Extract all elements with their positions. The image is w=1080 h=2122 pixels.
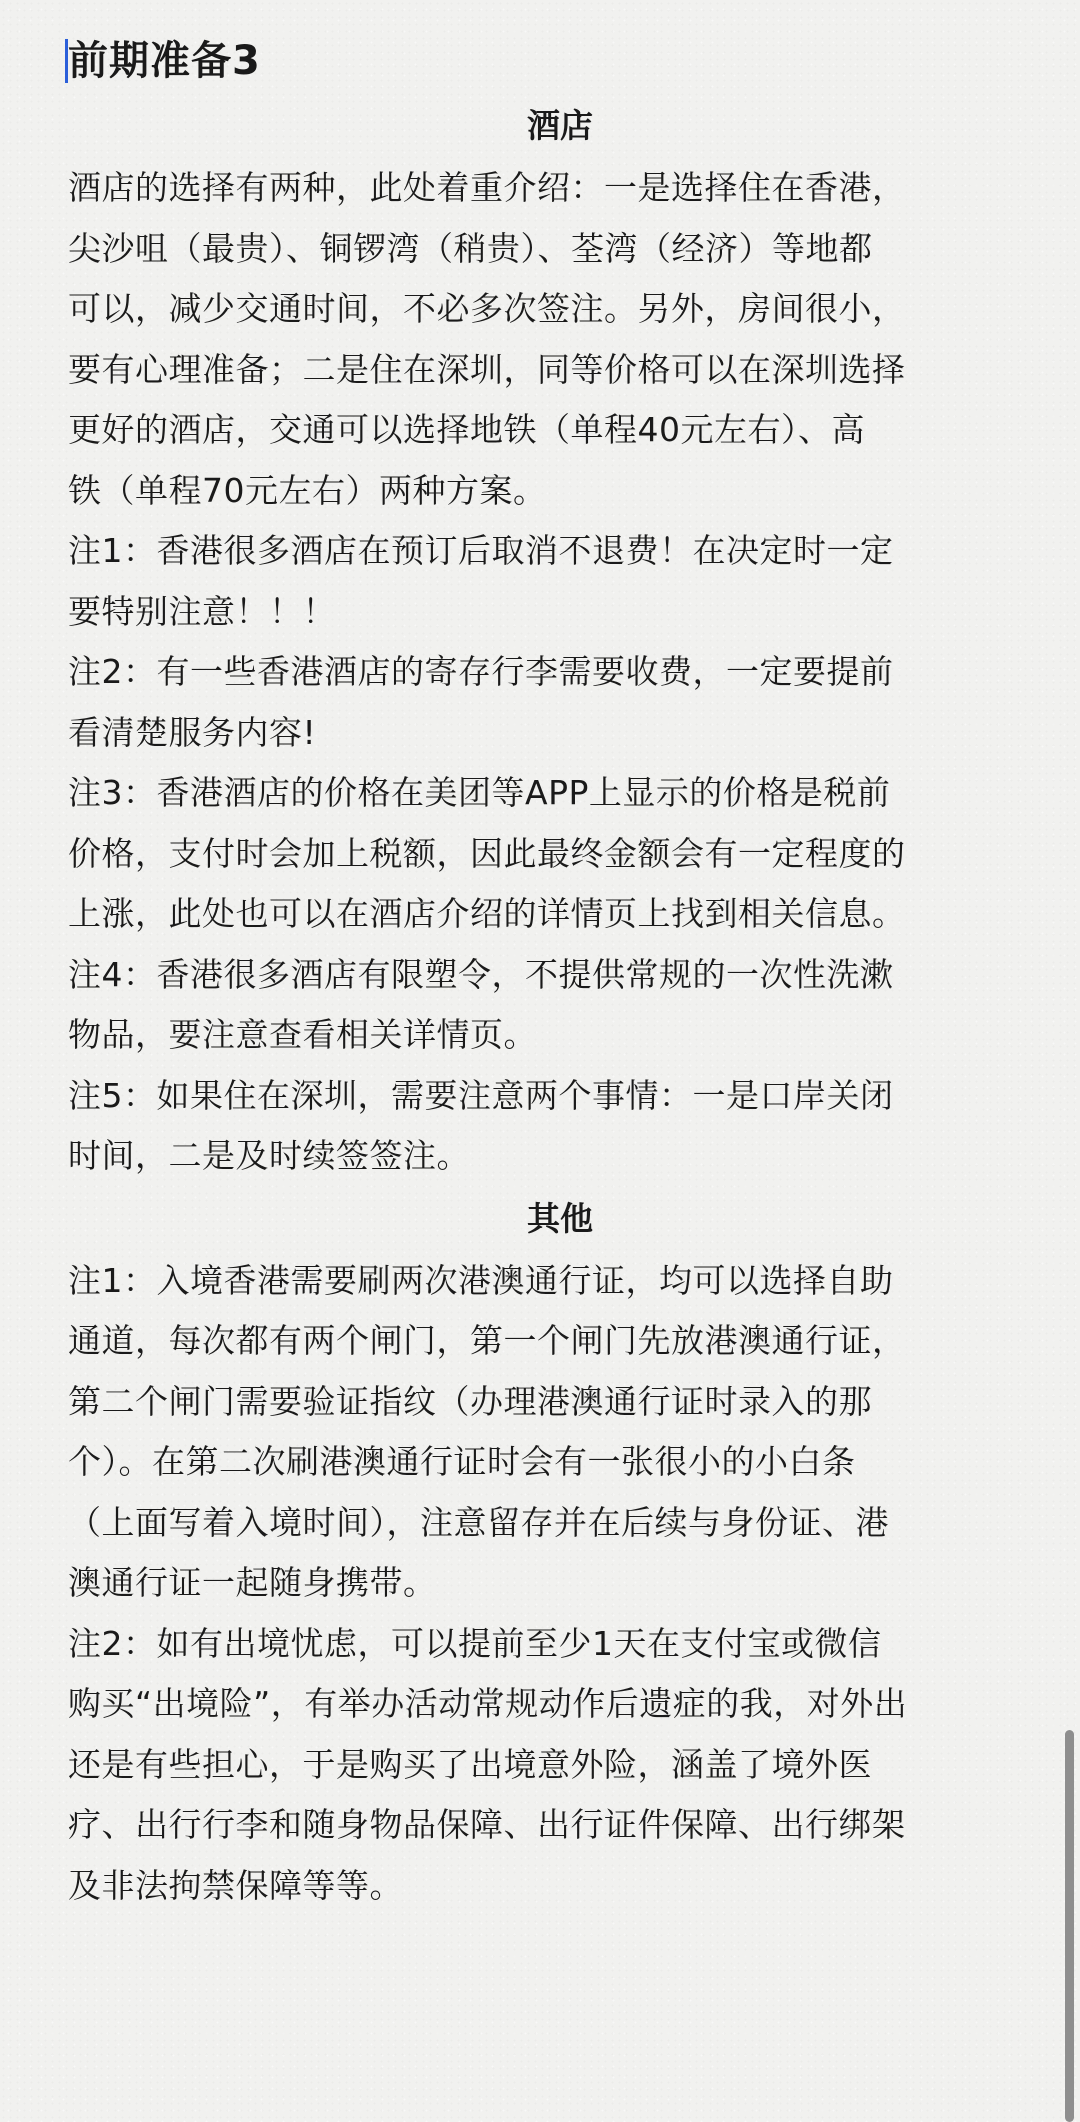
text-line: 个）。在第二次刷港澳通行证时会有一张很小的小白条	[68, 1442, 856, 1481]
text-line: 价格，支付时会加上税额，因此最终金额会有一定程度的	[68, 833, 906, 873]
text-line: 更好的酒店，交通可以选择地铁（单程40元左右）、高	[68, 410, 865, 449]
text-line: 注1：入境香港需要刷两次港澳通行证，均可以选择自助	[68, 1260, 894, 1300]
text-line: 物品，要注意查看相关详情页。	[68, 1015, 537, 1054]
hotel-note-1	[68, 521, 1028, 642]
hotel-note-2	[68, 642, 1028, 763]
text-line: 还是有些担心，于是购买了出境意外险，涵盖了境外医	[68, 1744, 872, 1784]
other-note-1	[68, 1251, 1028, 1614]
text-line: 注2：如有出境忧虑，可以提前至少1天在支付宝或微信	[68, 1623, 882, 1663]
text-cursor	[65, 39, 68, 83]
other-note-2	[68, 1614, 1028, 1917]
section-heading-other: 其他	[527, 1198, 593, 1238]
text-line: 上涨，此处也可以在酒店介绍的详情页上找到相关信息。	[68, 894, 906, 933]
text-line: 注1：香港很多酒店在预订后取消不退费！在决定时一定	[68, 531, 894, 570]
text-line: 注2：有一些香港酒店的寄存行李需要收费，一定要提前	[68, 652, 894, 691]
text-line: 注5：如果住在深圳，需要注意两个事情：一是口岸关闭	[68, 1075, 894, 1115]
vertical-scrollbar[interactable]	[1065, 1730, 1074, 2122]
title-row	[68, 28, 1028, 94]
text-line: 要特别注意！！！	[68, 591, 336, 631]
text-line: 购买“出境险”，有举办活动常规动作后遗症的我，对外出	[68, 1684, 908, 1723]
hotel-note-4	[68, 945, 1028, 1066]
text-line: 第二个闸门需要验证指纹（办理港澳通行证时录入的那	[68, 1381, 872, 1421]
text-line: 澳通行证一起随身携带。	[68, 1563, 437, 1602]
text-line: 看清楚服务内容!	[68, 712, 317, 752]
text-line: 铁（单程70元左右）两种方案。	[68, 470, 547, 510]
document-page	[68, 28, 1028, 1916]
text-line: 时间，二是及时续签签注。	[68, 1136, 470, 1175]
text-line: 注4：香港很多酒店有限塑令，不提供常规的一次性洗漱	[68, 954, 894, 994]
text-line: （上面写着入境时间），注意留存并在后续与身份证、港	[68, 1502, 889, 1542]
text-line: 可以，减少交通时间，不必多次签注。另外，房间很小，	[68, 289, 906, 328]
section-heading-hotel: 酒店	[527, 106, 593, 145]
text-line: 通道，每次都有两个闸门，第一个闸门先放港澳通行证，	[68, 1321, 906, 1360]
page-title[interactable]: 前期准备3	[68, 38, 261, 84]
text-line: 注3：香港酒店的价格在美团等APP上显示的价格是税前	[68, 773, 891, 812]
text-line: 尖沙咀（最贵）、铜锣湾（稍贵）、荃湾（经济）等地都	[68, 228, 873, 268]
hotel-intro-paragraph	[68, 158, 1028, 521]
text-line: 酒店的选择有两种，此处着重介绍：一是选择住在香港，	[68, 168, 906, 207]
text-line: 要有心理准备；二是住在深圳，同等价格可以在深圳选择	[68, 349, 906, 389]
text-line: 及非法拘禁保障等等。	[68, 1865, 403, 1905]
text-line: 疗、出行行李和随身物品保障、出行证件保障、出行绑架	[68, 1805, 906, 1844]
hotel-note-5	[68, 1066, 1028, 1187]
hotel-note-3	[68, 763, 1028, 945]
